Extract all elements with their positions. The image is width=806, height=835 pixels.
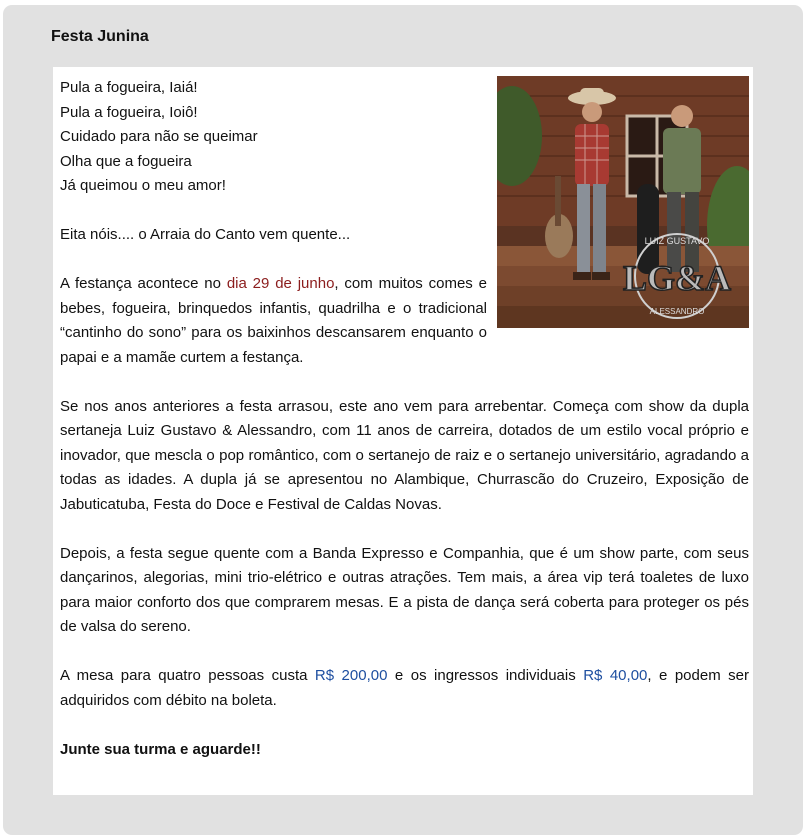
pricing-lead: A mesa para quatro pessoas custa xyxy=(60,667,315,684)
pricing-paragraph xyxy=(60,664,749,713)
poem-line: Pula a fogueira, Iaiá! xyxy=(60,79,198,96)
lineup-paragraph: Se nos anos anteriores a festa arrasou, este ano vem para arrebentar. Começa com show da dupla sertaneja Luiz Gustavo & Alessandro, com 11 anos de carreira, dotados de um estilo vocal próprio e inovador, que mescla o pop romântico, com o sertanejo de raiz e o sertanejo universitário, agradando a todas as idades. A dupla já se apresentou no Alambique, Churrascão do Cruzeiro, Exposição de Jabuticatuba, Festa do Doce e Festival de Caldas Novas. xyxy=(60,397,749,513)
poem-line: Pula a fogueira, Ioiô! xyxy=(60,103,198,121)
logo-text: LG&A xyxy=(623,258,731,298)
article-body xyxy=(53,67,753,795)
date-paragraph-rest: , com muitos comes e bebes, fogueira, brinquedos infantis, quadrilha e o tradicional “cantinho do sono” para os baixinhos descansarem enquanto o papai e a mamãe curtem a festança. xyxy=(60,275,487,366)
pricing-middle: e os ingressos individuais xyxy=(387,667,584,684)
poem-line: Olha que a fogueira xyxy=(60,152,192,170)
ticket-price: R$ 40,00 xyxy=(583,667,648,684)
table-price: R$ 200,00 xyxy=(314,667,388,684)
band-photo-illustration xyxy=(497,76,749,328)
attractions-paragraph: Depois, a festa segue quente com a Banda Expresso e Companhia, que é um show parte, com seus dançarinos, alegorias, mini trio-elétrico e outras atrações. Tem mais, a área vip terá toaletes de luxo para maior conforto dos que comprarem mesas. E a pista de dança será coberta para proteger os pés de valsa do sereno. xyxy=(60,544,749,635)
event-date: dia 29 de junho xyxy=(226,275,335,292)
panel-title: Festa Junina xyxy=(51,28,149,45)
content-panel xyxy=(3,5,803,835)
logo-arc-bottom: ALESSANDRO xyxy=(649,307,705,316)
poem-line: Cuidado para não se queimar xyxy=(60,128,258,145)
band-photo xyxy=(497,76,749,328)
intro-paragraph: Eita nóis.... o Arraia do Canto vem quente... xyxy=(60,226,351,243)
article-text xyxy=(60,76,749,762)
pricing-rest: , e podem ser adquiridos com débito na boleta. xyxy=(60,667,749,709)
poem-line: Já queimou o meu amor! xyxy=(60,177,226,194)
date-paragraph-lead: A festança acontece no xyxy=(60,275,227,292)
logo-arc-top: LUIZ GUSTAVO xyxy=(644,236,710,246)
closing-line: Junte sua turma e aguarde!! xyxy=(60,740,261,758)
